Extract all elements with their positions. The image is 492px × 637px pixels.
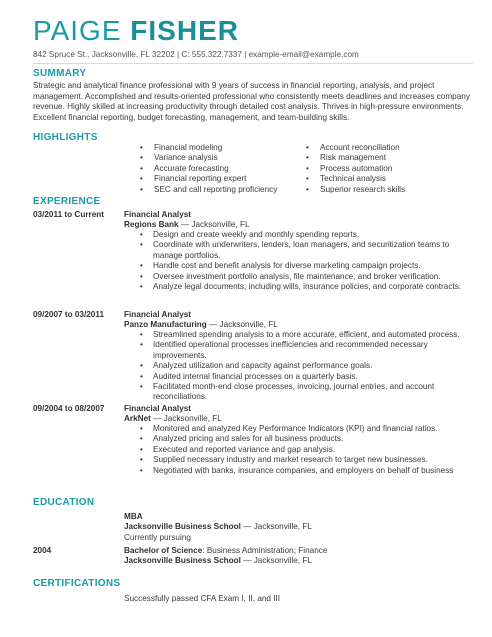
highlight-item: • Technical analysis bbox=[306, 174, 405, 184]
first-name: PAIGE bbox=[33, 15, 122, 46]
job-company-line bbox=[124, 414, 222, 423]
job-bullet: • Analyzed pricing and sales for all business products. bbox=[124, 434, 476, 444]
job-bullets bbox=[124, 330, 476, 403]
job-bullet: • Identified operational processes inefficiencies and recommended necessary improvements. bbox=[124, 340, 476, 361]
education-details bbox=[124, 546, 474, 567]
school-name: Jacksonville Business School bbox=[124, 522, 241, 532]
job-bullet: • Oversee investment portfolio analysis, file maintenance, and broker verification. bbox=[124, 272, 476, 282]
highlight-item: • Risk management bbox=[306, 153, 405, 163]
highlights-heading: HIGHLIGHTS bbox=[33, 132, 98, 143]
school-name: Jacksonville Business School bbox=[124, 556, 241, 566]
header-divider bbox=[33, 63, 473, 64]
degree-name: MBA bbox=[124, 512, 143, 521]
certifications-heading: CERTIFICATIONS bbox=[33, 578, 121, 589]
job-dates: 09/2004 to 08/2007 bbox=[33, 404, 105, 413]
company-location: — Jacksonville, FL bbox=[206, 320, 278, 329]
highlights-list-left bbox=[140, 143, 277, 195]
job-bullet: • Executed and reported variance and gap analysis. bbox=[124, 445, 476, 455]
job-bullet: • Facilitated month-end close processes, invoicing, journal entries, and account reconciliations. bbox=[124, 382, 476, 403]
degree-line bbox=[124, 512, 474, 522]
degree-name: Bachelor of Science bbox=[124, 546, 203, 555]
summary-heading: SUMMARY bbox=[33, 68, 87, 79]
job-title: Financial Analyst bbox=[124, 210, 192, 219]
job-bullet: • Analyze legal documents, including wills, insurance policies, and corporate contracts. bbox=[124, 282, 476, 292]
job-bullets bbox=[124, 424, 476, 476]
company-name: Panzo Manufacturing bbox=[124, 320, 207, 329]
education-heading: EDUCATION bbox=[33, 497, 95, 508]
job-title: Financial Analyst bbox=[124, 404, 192, 413]
highlight-item: • Superior research skills bbox=[306, 185, 405, 195]
education-note: Currently pursuing bbox=[124, 532, 191, 542]
company-name: ArkNet bbox=[124, 414, 151, 423]
job-bullet: • Streamlined spending analysis to a more accurate, efficient, and automated process. bbox=[124, 330, 476, 340]
degree-line bbox=[124, 546, 474, 556]
certification-item: Successfully passed CFA Exam I, II, and III bbox=[124, 594, 281, 603]
contact-line: 842 Spruce St., Jacksonville, FL 32202 | C: 555.322.7337 | example-email@example.com bbox=[33, 50, 359, 59]
school-location: — Jacksonville, FL bbox=[240, 556, 312, 566]
candidate-name bbox=[33, 16, 239, 46]
highlight-item: • Account reconciliation bbox=[306, 143, 405, 153]
job-company-line bbox=[124, 220, 250, 229]
job-bullet: • Analyzed utilization and capacity against performance goals. bbox=[124, 361, 476, 371]
company-location: — Jacksonville, FL bbox=[178, 220, 250, 229]
job-bullets bbox=[124, 230, 476, 292]
job-company-line bbox=[124, 320, 278, 329]
summary-text: Strategic and analytical finance professional with 9 years of success in financial reporting, analysis, and project management. Accomplished and results-oriented professional who consistently meets deadlines and increases company revenue. Highly skilled at increasing productivity through detailed cost analysis. Thrives in high-pressure environments. Excellent financial reporting, budget forecasting, management, and team-building skills. bbox=[33, 81, 470, 122]
company-location: — Jacksonville, FL bbox=[150, 414, 222, 423]
education-details bbox=[124, 512, 474, 543]
job-bullet: • Audited internal financial processes on a quarterly basis. bbox=[124, 372, 476, 382]
job-dates: 03/2011 to Current bbox=[33, 210, 104, 219]
school-line bbox=[124, 556, 474, 566]
degree-field: : Business Administration; Finance bbox=[202, 546, 328, 555]
job-bullet: • Supplied necessary industry and market research to target new businesses. bbox=[124, 455, 476, 465]
job-dates: 09/2007 to 03/2011 bbox=[33, 310, 105, 319]
highlight-item: • Financial reporting expert bbox=[140, 174, 277, 184]
experience-heading: EXPERIENCE bbox=[33, 196, 101, 207]
job-bullet: • Handle cost and benefit analysis for diverse marketing campaign projects. bbox=[124, 261, 476, 271]
highlights-list-right bbox=[306, 143, 405, 195]
school-line bbox=[124, 522, 474, 532]
last-name: FISHER bbox=[130, 15, 239, 46]
highlight-item: • Financial modeling bbox=[140, 143, 277, 153]
school-location: — Jacksonville, FL bbox=[240, 522, 312, 532]
job-bullet: • Design and create weekly and monthly spending reports. bbox=[124, 230, 476, 240]
job-bullet: • Negotiated with banks, insurance companies, and employers on behalf of business bbox=[124, 466, 476, 476]
job-bullet: • Monitored and analyzed Key Performance Indicators (KPI) and financial ratios. bbox=[124, 424, 476, 434]
job-bullet: • Coordinate with underwriters, lenders, loan managers, and securitization teams to manage portfolios. bbox=[124, 240, 476, 261]
highlight-item: • Variance analysis bbox=[140, 153, 277, 163]
highlight-item: • Accurate forecasting bbox=[140, 164, 277, 174]
job-title: Financial Analyst bbox=[124, 310, 192, 319]
company-name: Regions Bank bbox=[124, 220, 179, 229]
highlight-item: • Process automation bbox=[306, 164, 405, 174]
highlight-item: • SEC and call reporting proficiency bbox=[140, 185, 277, 195]
education-date: 2004 bbox=[33, 546, 52, 555]
